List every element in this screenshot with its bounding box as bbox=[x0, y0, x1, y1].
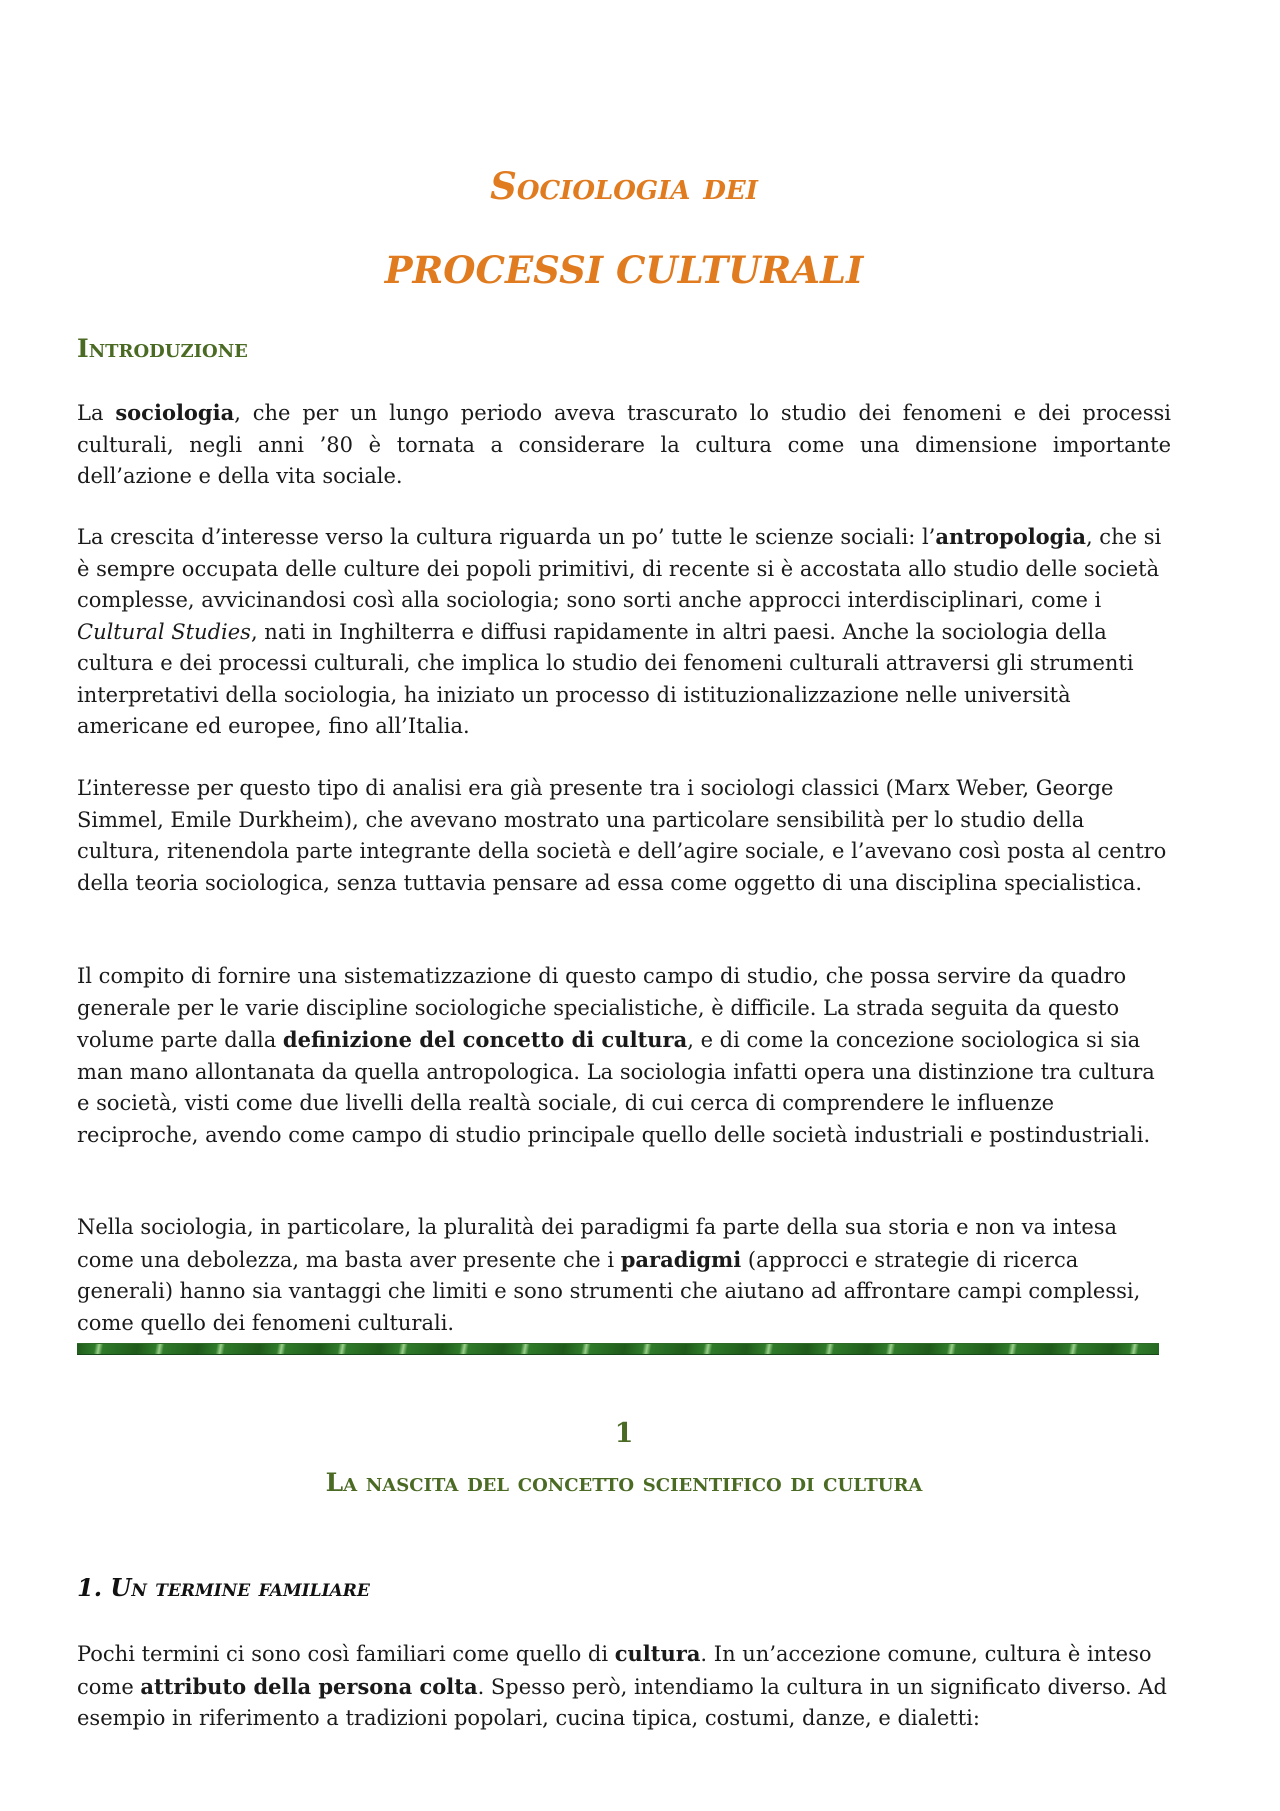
text-run: Il compito di fornire una sistematizzazione di questo campo di studio, che possa servire da quadro generale per le varie discipline sociologiche specialistiche, è difficile. La strada seguita da questo volume parte dalla bbox=[77, 964, 1127, 1052]
text-run: , che per un lungo periodo aveva trascurato lo studio dei fenomeni e dei processi culturali, negli anni ’80 è tornata a considerare la cultura come una dimensione importante dell’azione e della vita sociale. bbox=[77, 401, 1171, 488]
chapter-paragraph-1 bbox=[77, 1638, 1171, 1735]
intro-paragraph-5 bbox=[77, 1212, 1171, 1339]
bold-term: cultura bbox=[614, 1641, 701, 1666]
text-run: . Spesso però, intendiamo la cultura in un significato diverso. Ad esempio in riferimento a tradizioni popolari, cucina tipica, costumi, danze, e dialetti: bbox=[77, 1674, 1167, 1730]
intro-paragraph-4 bbox=[77, 961, 1171, 1151]
text-run: (approcci e strategie di ricerca generali) hanno sia vantaggi che limiti e sono strumenti che aiutano ad affrontare campi complessi, come quello dei fenomeni culturali. bbox=[77, 1247, 1141, 1335]
bold-term: attributo della persona colta bbox=[140, 1673, 478, 1699]
decorative-divider bbox=[77, 1343, 1159, 1355]
text-run: , nati in Inghilterra e diffusi rapidamente in altri paesi. Anche la sociologia della cultura e dei processi culturali, che implica lo studio dei fenomeni culturali attraversi gli strumenti interpretativi della sociologia, ha iniziato un processo di istituzionalizzazione nelle università americane ed europee, fino all’Italia. bbox=[77, 619, 1134, 738]
text-run: . In un’accezione comune, cultura è inteso come bbox=[77, 1642, 1152, 1699]
text-run: La crescita d’interesse verso la cultura riguarda un po’ tutte le scienze sociali: l’ bbox=[77, 525, 936, 549]
italic-term: Cultural Studies bbox=[77, 619, 251, 644]
bold-term: definizione del concetto di cultura bbox=[282, 1027, 688, 1052]
text-run: Pochi termini ci sono così familiari come quello di bbox=[77, 1642, 615, 1666]
text-run: , e di come la concezione sociologica si sia man mano allontanata da quella antropologica. La sociologia infatti opera una distinzione tra cultura e società, visti come due livelli della realtà sociale, di cui cerca di comprendere le influenze reciproche, avendo come campo di studio principale quello delle società industriali e postindustriali. bbox=[77, 1028, 1155, 1147]
bold-term: antropologia bbox=[935, 524, 1086, 549]
chapter-number: 1 bbox=[614, 1418, 634, 1449]
subsection-heading: 1. Un termine familiare bbox=[77, 1573, 370, 1602]
chapter-title: La nascita del concetto scientifico di cultura bbox=[325, 1468, 923, 1497]
intro-paragraph-2 bbox=[77, 521, 1171, 743]
text-run: L’interesse per questo tipo di analisi era già presente tra i sociologi classici (Marx Weber, George Simmel, Emile Durkheim), che avevano mostrato una particolare sensibilità per lo studio della cultura, ritenendola parte integrante della società e dell’agire sociale, e l’avevano così posta al centro della teoria sociologica, senza tuttavia pensare ad essa come oggetto di una disciplina specialistica. bbox=[77, 776, 1167, 895]
document-title-line1: Sociologia dei bbox=[490, 164, 758, 208]
intro-heading: Introduzione bbox=[77, 334, 248, 363]
bold-term: paradigmi bbox=[620, 1246, 742, 1272]
bold-term: sociologia bbox=[115, 400, 235, 425]
text-run: Nella sociologia, in particolare, la pluralità dei paradigmi fa parte della sua storia e non va intesa come una debolezza, ma basta aver presente che i bbox=[77, 1215, 1118, 1272]
document-title-line2: PROCESSI CULTURALI bbox=[384, 248, 864, 292]
text-run: La bbox=[77, 401, 116, 425]
intro-paragraph-1 bbox=[77, 397, 1171, 493]
intro-paragraph-3 bbox=[77, 773, 1171, 899]
text-run: , che si è sempre occupata delle culture dei popoli primitivi, di recente si è accostata allo studio delle società complesse, avvicinandosi così alla sociologia; sono sorti anche approcci interdisciplinari, come i bbox=[77, 525, 1162, 612]
